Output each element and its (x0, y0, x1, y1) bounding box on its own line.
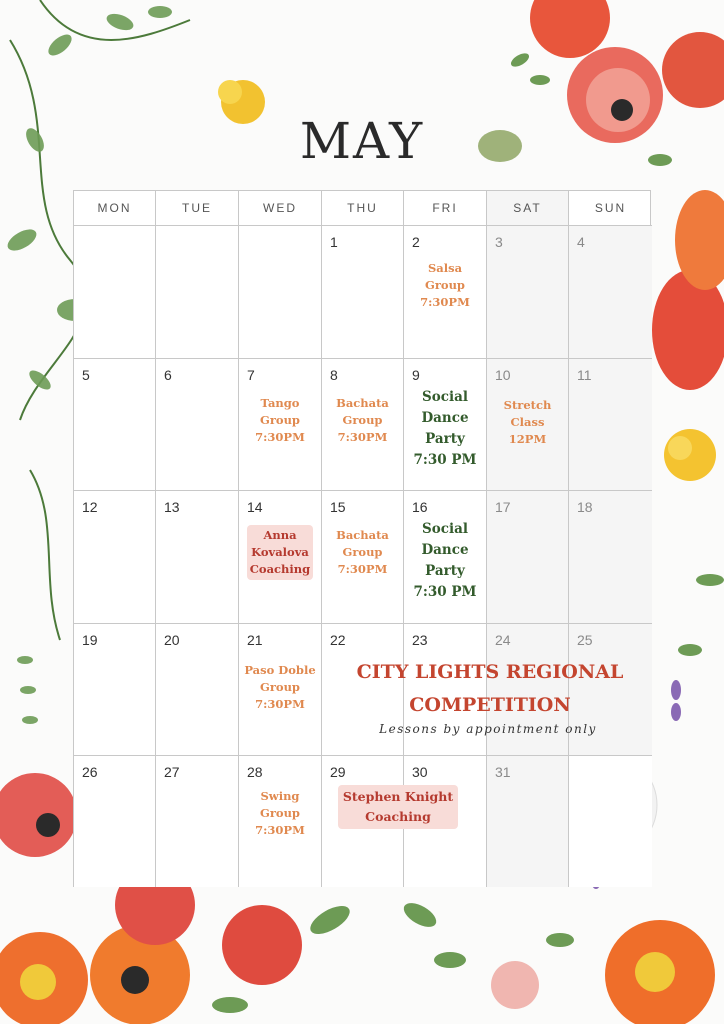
event-swing-group: Swing Group 7:30PM (255, 789, 305, 837)
day-number: 21 (247, 632, 263, 648)
day-number: 13 (164, 499, 180, 515)
event-stephen-knight-coaching: Stephen Knight Coaching (338, 785, 458, 829)
day-cell-18[interactable] (569, 491, 652, 624)
day-cell-empty (156, 226, 239, 359)
day-cell-28[interactable] (239, 756, 322, 887)
day-number: 12 (82, 499, 98, 515)
month-title: MAY (299, 112, 425, 170)
day-cell-7[interactable] (239, 359, 322, 491)
day-cell-14[interactable] (239, 491, 322, 624)
weekday-header-sun: SUN (569, 191, 652, 226)
day-cell-11[interactable] (569, 359, 652, 491)
day-number: 5 (82, 367, 90, 383)
competition-banner: CITY LIGHTS REGIONAL COMPETITION (356, 661, 624, 716)
day-cell-19[interactable] (74, 624, 156, 756)
day-number: 11 (577, 367, 592, 383)
day-cell-27[interactable] (156, 756, 239, 887)
day-number: 30 (412, 764, 428, 780)
event-bachata-group: Bachata Group 7:30PM (336, 528, 389, 576)
event-paso-doble-group: Paso Doble Group 7:30PM (244, 663, 316, 711)
day-cell-empty (239, 226, 322, 359)
day-number: 15 (330, 499, 346, 515)
day-number: 24 (495, 632, 511, 648)
coaching-badge: Anna Kovalova Coaching (247, 525, 313, 580)
day-cell-9[interactable] (404, 359, 487, 491)
event-stretch-class: Stretch Class 12PM (503, 398, 552, 446)
day-number: 20 (164, 632, 180, 648)
day-number: 31 (495, 764, 511, 780)
weekday-header-sat: SAT (487, 191, 569, 226)
day-number: 25 (577, 632, 593, 648)
day-number: 8 (330, 367, 338, 383)
poppy-bottom-row-icon (0, 865, 715, 1024)
event-social-dance-party: Social Dance Party 7:30 PM (413, 521, 477, 600)
day-cell-1[interactable] (322, 226, 404, 359)
day-cell-15[interactable] (322, 491, 404, 624)
day-number: 28 (247, 764, 263, 780)
day-number: 2 (412, 234, 420, 250)
day-number: 9 (412, 367, 420, 383)
poppy-left-icon (0, 773, 77, 857)
day-cell-8[interactable] (322, 359, 404, 491)
day-cell-21[interactable] (239, 624, 322, 756)
calendar-grid (73, 190, 651, 887)
day-cell-empty (74, 226, 156, 359)
day-cell-13[interactable] (156, 491, 239, 624)
day-number: 17 (495, 499, 511, 515)
day-number: 16 (412, 499, 428, 515)
day-number: 7 (247, 367, 255, 383)
day-cell-12[interactable] (74, 491, 156, 624)
day-number: 6 (164, 367, 172, 383)
day-cell-3[interactable] (487, 226, 569, 359)
event-tango-group: Tango Group 7:30PM (255, 396, 305, 444)
day-number: 29 (330, 764, 346, 780)
day-number: 26 (82, 764, 98, 780)
day-cell-4[interactable] (569, 226, 652, 359)
weekday-header-mon: MON (74, 191, 156, 226)
yellow-flower-right-icon (664, 429, 716, 481)
weekday-header-wed: WED (239, 191, 322, 226)
day-cell-17[interactable] (487, 491, 569, 624)
day-number: 27 (164, 764, 180, 780)
day-number: 10 (495, 367, 511, 383)
day-number: 14 (247, 499, 263, 515)
day-number: 22 (330, 632, 346, 648)
day-cell-10[interactable] (487, 359, 569, 491)
banner-note: Lessons by appointment only (379, 722, 597, 736)
day-cell-31[interactable] (487, 756, 569, 887)
day-cell-5[interactable] (74, 359, 156, 491)
day-cell-empty (569, 756, 652, 887)
day-number: 18 (577, 499, 593, 515)
day-number: 19 (82, 632, 98, 648)
event-anna-kovalova-coaching (239, 525, 321, 580)
day-number: 23 (412, 632, 428, 648)
day-number: 4 (577, 234, 585, 250)
weekday-header-fri: FRI (404, 191, 487, 226)
event-social-dance-party: Social Dance Party 7:30 PM (413, 389, 477, 468)
event-bachata-group: Bachata Group 7:30PM (336, 396, 389, 444)
day-number: 1 (330, 234, 338, 250)
day-cell-6[interactable] (156, 359, 239, 491)
weekday-header-tue: TUE (156, 191, 239, 226)
day-cell-16[interactable] (404, 491, 487, 624)
day-number: 3 (495, 234, 503, 250)
day-cell-2[interactable] (404, 226, 487, 359)
weekday-header-thu: THU (322, 191, 404, 226)
event-salsa-group: Salsa Group 7:30PM (420, 261, 470, 309)
day-cell-20[interactable] (156, 624, 239, 756)
day-cell-26[interactable] (74, 756, 156, 887)
